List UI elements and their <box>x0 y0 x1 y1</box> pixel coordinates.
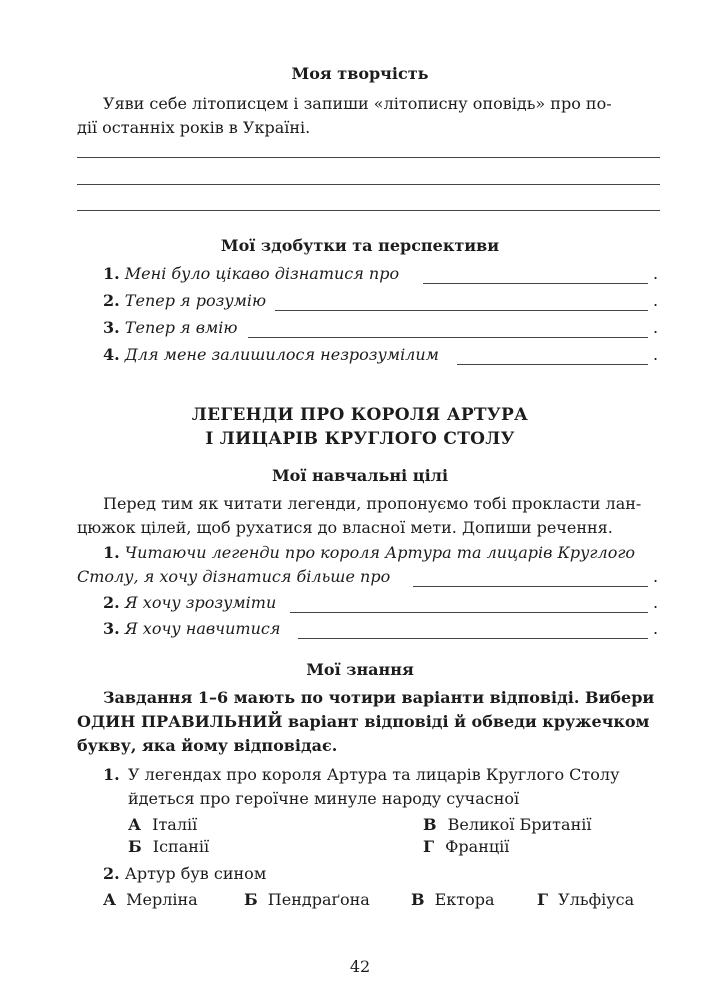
option-letter[interactable]: Б <box>244 890 258 909</box>
fill-in-blank[interactable] <box>413 586 648 587</box>
option-text: Італії <box>152 815 198 834</box>
period: . <box>653 345 659 364</box>
option-letter[interactable]: В <box>423 815 437 834</box>
creativity-task-line2: дії останніх років в Україні. <box>77 118 311 137</box>
question-text-line1: У легендах про короля Артура та лицарів Круглого Столу <box>128 765 620 784</box>
item-number: 4. <box>103 345 120 364</box>
item-text: Для мене залишилося незрозумілим <box>124 345 439 364</box>
option-text: Великої Британії <box>447 815 592 834</box>
answer-option[interactable] <box>423 837 509 856</box>
goals-heading: Мої навчальні цілі <box>271 466 449 485</box>
option-letter[interactable]: Б <box>128 837 142 856</box>
answer-line[interactable] <box>77 157 660 158</box>
option-letter[interactable]: Г <box>537 890 549 909</box>
period: . <box>653 593 659 612</box>
section-title-line1: ЛЕГЕНДИ ПРО КОРОЛЯ АРТУРА <box>191 405 529 425</box>
page-number: 42 <box>349 957 371 976</box>
period: . <box>653 291 659 310</box>
period: . <box>653 264 659 283</box>
item-text: Тепер я вмію <box>124 318 238 337</box>
question-text: Артур був сином <box>124 864 267 883</box>
option-text: Мерліна <box>126 890 198 909</box>
answer-option[interactable] <box>411 890 495 909</box>
period: . <box>653 318 659 337</box>
item-text: Мені було цікаво дізнатися про <box>124 264 400 283</box>
creativity-heading: Моя творчість <box>291 64 429 83</box>
option-text: Пендраґона <box>267 890 370 909</box>
knowledge-heading: Мої знання <box>306 660 414 679</box>
instructions-line2 <box>77 712 649 731</box>
option-text: Франції <box>445 837 510 856</box>
fill-in-blank[interactable] <box>423 283 648 284</box>
answer-option[interactable] <box>244 890 370 909</box>
item-number: 2. <box>103 291 120 310</box>
item-text: Читаючи легенди про короля Артура та лицарів Круглого <box>124 543 636 562</box>
answer-option[interactable] <box>423 815 591 834</box>
answer-option[interactable] <box>128 815 197 834</box>
question-number: 2. <box>103 864 120 883</box>
item-text: Я хочу зрозуміти <box>124 593 277 612</box>
achievement-item <box>103 291 266 310</box>
fill-in-blank[interactable] <box>298 638 648 639</box>
question-number: 1. <box>103 765 120 784</box>
answer-option[interactable] <box>537 890 634 909</box>
achievements-heading: Мої здобутки та перспективи <box>220 236 500 255</box>
instructions-emphasis: ОДИН ПРАВИЛЬНИЙ <box>77 712 283 731</box>
section-title-line2: І ЛИЦАРІВ КРУГЛОГО СТОЛУ <box>205 429 515 449</box>
item-number: 2. <box>103 593 120 612</box>
instructions-line1: Завдання 1–6 мають по чотири варіанти відповіді. Вибери <box>103 688 655 707</box>
period: . <box>653 567 659 586</box>
item-text: Я хочу навчитися <box>124 619 281 638</box>
item-number: 1. <box>103 543 120 562</box>
fill-in-blank[interactable] <box>457 364 648 365</box>
achievement-item <box>103 345 439 364</box>
option-text: Ульфіуса <box>558 890 635 909</box>
item-number: 3. <box>103 619 120 638</box>
period: . <box>653 619 659 638</box>
option-text: Іспанії <box>152 837 210 856</box>
option-text: Ектора <box>434 890 495 909</box>
question-text-line2: йдеться про героїчне минуле народу сучасної <box>128 789 520 808</box>
instructions-rest: варіант відповіді й обведи кружечком <box>282 712 650 731</box>
goal-item <box>103 543 635 562</box>
question-2 <box>103 864 266 883</box>
answer-line[interactable] <box>77 184 660 185</box>
option-letter[interactable]: Г <box>423 837 435 856</box>
item-text: Тепер я розумію <box>124 291 267 310</box>
achievement-item <box>103 318 238 337</box>
fill-in-blank[interactable] <box>248 337 648 338</box>
goal-item-line2: Столу, я хочу дізнатися більше про <box>77 567 391 586</box>
achievement-item <box>103 264 399 283</box>
instructions-line3: букву, яка йому відповідає. <box>77 736 338 755</box>
goals-intro-line2: цюжок цілей, щоб рухатися до власної мети. Допиши речення. <box>77 518 613 537</box>
item-number: 3. <box>103 318 120 337</box>
option-letter[interactable]: А <box>103 890 117 909</box>
creativity-task-line1: Уяви себе літописцем і запиши «літописну оповідь» про по- <box>103 94 612 113</box>
goal-item <box>103 593 276 612</box>
answer-option[interactable] <box>103 890 198 909</box>
answer-option[interactable] <box>128 837 209 856</box>
option-letter[interactable]: В <box>411 890 425 909</box>
goals-intro-line1: Перед тим як читати легенди, пропонуємо тобі прокласти лан- <box>103 494 642 513</box>
item-number: 1. <box>103 264 120 283</box>
option-letter[interactable]: А <box>128 815 142 834</box>
fill-in-blank[interactable] <box>290 612 648 613</box>
answer-line[interactable] <box>77 210 660 211</box>
goal-item <box>103 619 280 638</box>
fill-in-blank[interactable] <box>275 310 648 311</box>
